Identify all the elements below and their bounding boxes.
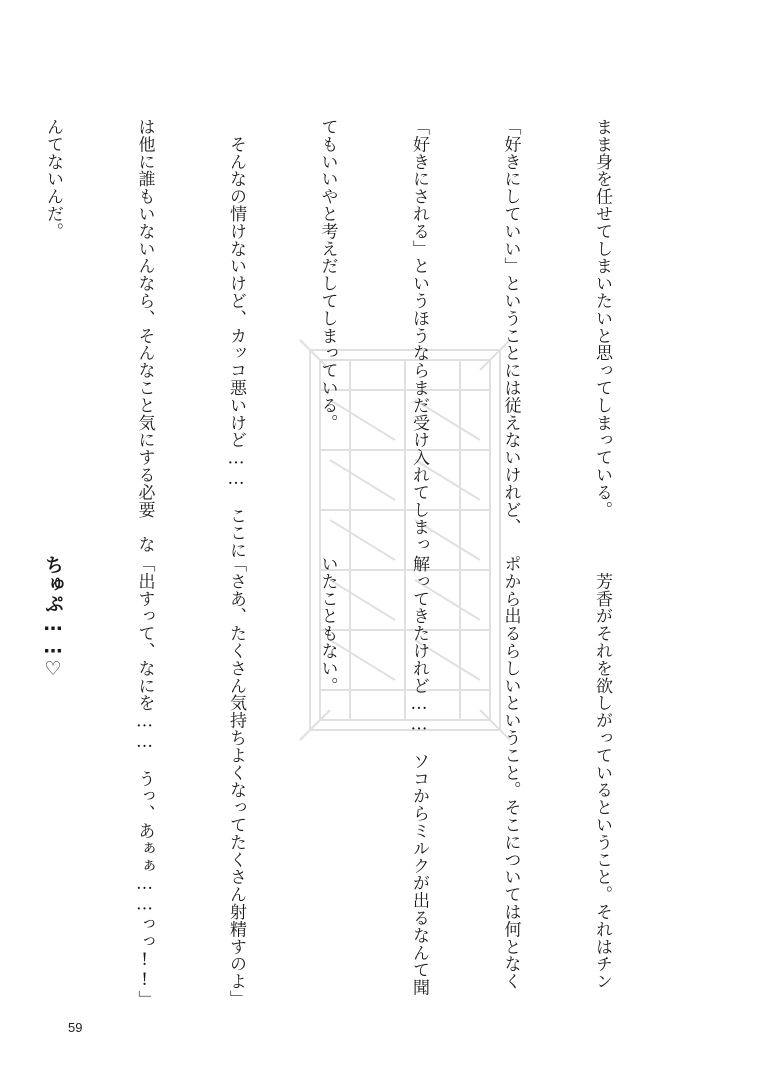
- text-line: 「出すって、なにを…… うっ、あぁぁ……っっ!!」: [134, 555, 155, 1008]
- text-block-bottom: [42, 555, 678, 1008]
- text-line: そんなの情けないけど、カッコ悪いけど…… ここに: [226, 118, 246, 559]
- page-number: 59: [68, 1020, 83, 1035]
- text-line: 解ってきたけれど…… ソコからミルクが出るなんて聞: [409, 555, 429, 996]
- text-line: 「好きにされる」というほうならまだ受け入れてしまっ: [409, 118, 429, 553]
- text-line: 「さあ、たくさん気持ちよくなってたくさん射精すのよ」: [226, 555, 246, 1008]
- text-line: 「好きにしていい」ということには従えないけれど、: [500, 118, 521, 536]
- text-line: は他に誰もいないんなら、そんなこと気にする必要 な: [134, 118, 155, 553]
- text-line: まま身を任せてしまいたいと思ってしまっている。: [592, 118, 612, 519]
- text-line: んてないんだ。: [43, 118, 63, 240]
- text-line: 芳香がそれを欲しがっているということ。それはチン: [592, 555, 612, 990]
- text-line: ポから出るらしいということ。そこについては何となく: [500, 555, 521, 990]
- text-line: てもいいやと考えだしてしまっている。: [317, 118, 338, 432]
- sound-effect-line: ちゅぷ……♡: [42, 555, 64, 681]
- text-block-top: [43, 118, 678, 559]
- text-line: いたこともない。: [317, 555, 338, 695]
